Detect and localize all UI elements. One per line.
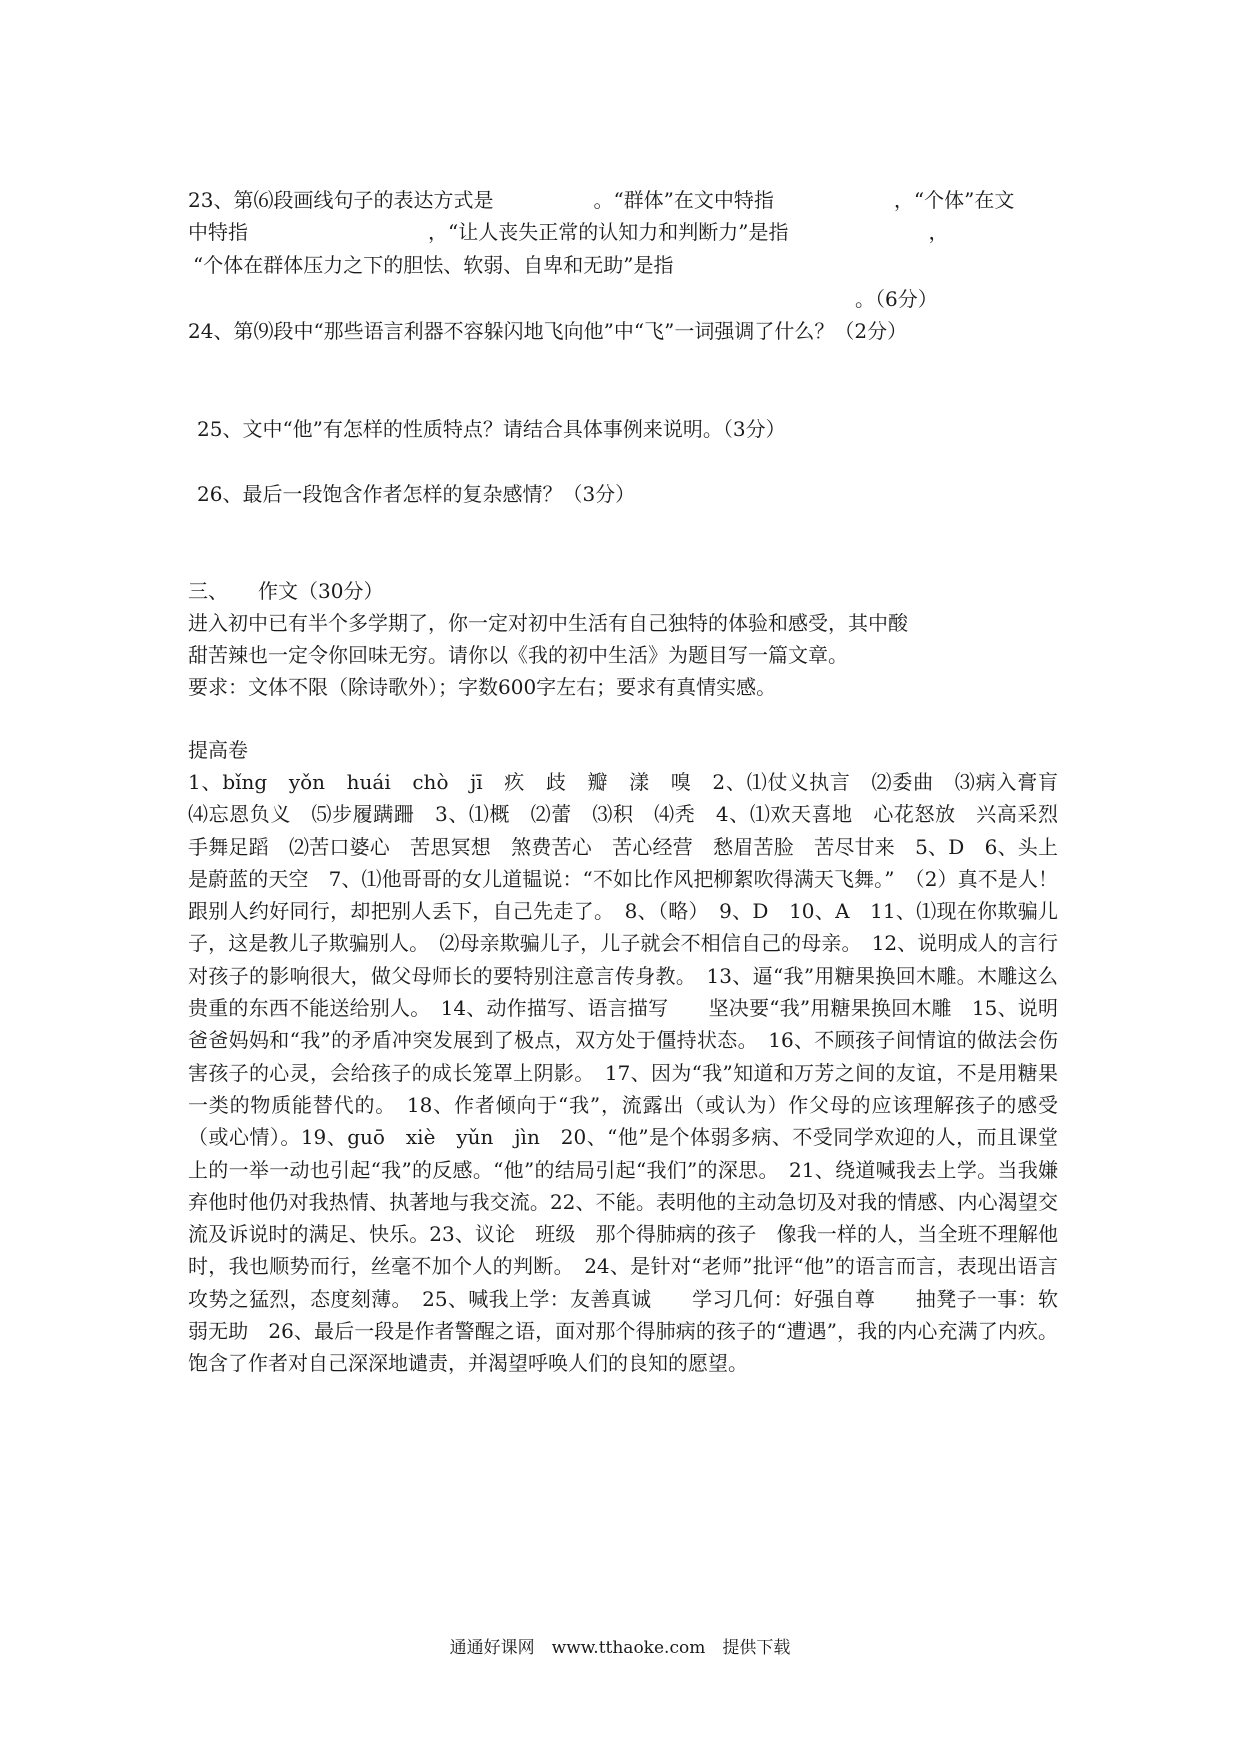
composition-prompt-line-1: 进入初中已有半个多学期了，你一定对初中生活有自己独特的体验和感受，其中酸	[188, 611, 908, 635]
composition-requirements: 要求：文体不限（除诗歌外）；字数600字左右；要求有真情实感。	[188, 675, 777, 699]
footer-download-note: 通通好课网 www.tthaoke.com 提供下载	[449, 1638, 791, 1658]
question-23-line-2: 中特指 ，“让人丧失正常的认知力和判断力”是指 ，	[188, 220, 949, 244]
question-23-score: 。（6分）	[855, 287, 938, 311]
question-26: 26、最后一段饱含作者怎样的复杂感情？（3分）	[197, 482, 636, 506]
question-25: 25、文中“他”有怎样的性质特点？请结合具体事例来说明。（3分）	[197, 417, 786, 441]
question-23-line-3: “个体在群体压力之下的胆怯、软弱、自卑和无助”是指	[193, 253, 674, 277]
question-24: 24、第⑼段中“那些语言利器不容躲闪地飞向他”中“飞”一词强调了什么？（2分）	[188, 319, 908, 343]
answer-key-heading: 提高卷	[188, 738, 248, 762]
composition-heading: 三、 作文（30分）	[188, 579, 384, 603]
question-23-line-1: 23、第⑹段画线句子的表达方式是 。“群体”在文中特指 ，“个体”在文	[188, 188, 1015, 212]
answer-key-body: 1、bǐng yǒn huái chò jī 疚 歧 瓣 漾 嗅 2、⑴仗义执言 ⑵委曲 ⑶病入膏肓 ⑷忘恩负义 ⑸步履蹒跚 3、⑴概 ⑵蕾 ⑶积 ⑷秃 4、⑴欢天喜地 心花怒放 兴高采烈 手舞足蹈 ⑵苦口婆心 苦思冥想 煞费苦心 苦心经营 愁眉苦脸 苦尽甘来 5、D 6、头上是蔚蓝的天空 7、⑴他哥哥的女儿道韫说：“不如比作风把柳絮吹得满天飞舞。” （2）真不是人！跟别人约好同行，却把别人丢下，自己先走了。 8、（略） 9、D 10、A 11、⑴现在你欺骗儿子，这是教儿子欺骗别人。 ⑵母亲欺骗儿子，儿子就会不相信自己的母亲。 12、说明成人的言行对孩子的影响很大，做父母师长的要特别注意言传身教。 13、逼“我”用糖果换回木雕。木雕这么贵重的东西不能送给别人。 14、动作描写、语言描写 坚决要“我”用糖果换回木雕 15、说明爸爸妈妈和“我”的矛盾冲突发展到了极点，双方处于僵持状态。 16、不顾孩子间情谊的做法会伤害孩子的心灵，会给孩子的成长笼罩上阴影。 17、因为“我”知道和万芳之间的友谊，不是用糖果一类的物质能替代的。 18、作者倾向于“我”，流露出（或认为）作父母的应该理解孩子的感受（或心情）。19、guō xiè yǔn jìn 20、“他”是个体弱多病、不受同学欢迎的人，而且课堂上的一举一动也引起“我”的反感。“他”的结局引起“我们”的深思。 21、绕道喊我去上学。当我嫌弃他时他仍对我热情、执著地与我交流。22、不能。表明他的主动急切及对我的情感、内心渴望交流及诉说时的满足、快乐。23、议论 班级 那个得肺病的孩子 像我一样的人，当全班不理解他时，我也顺势而行，丝毫不加个人的判断。 24、是针对“老师”批评“他”的语言而言，表现出语言攻势之猛烈，态度刻薄。 25、喊我上学：友善真诚 学习几何：好强自尊 抽凳子一事：软弱无助 26、最后一段是作者警醒之语，面对那个得肺病的孩子的“遭遇”，我的内心充满了内疚。饱含了作者对自己深深地谴责，并渴望呼唤人们的良知的愿望。	[188, 770, 1078, 1376]
composition-prompt-line-2: 甜苦辣也一定令你回味无穷。请你以《我的初中生活》为题目写一篇文章。	[188, 643, 848, 667]
